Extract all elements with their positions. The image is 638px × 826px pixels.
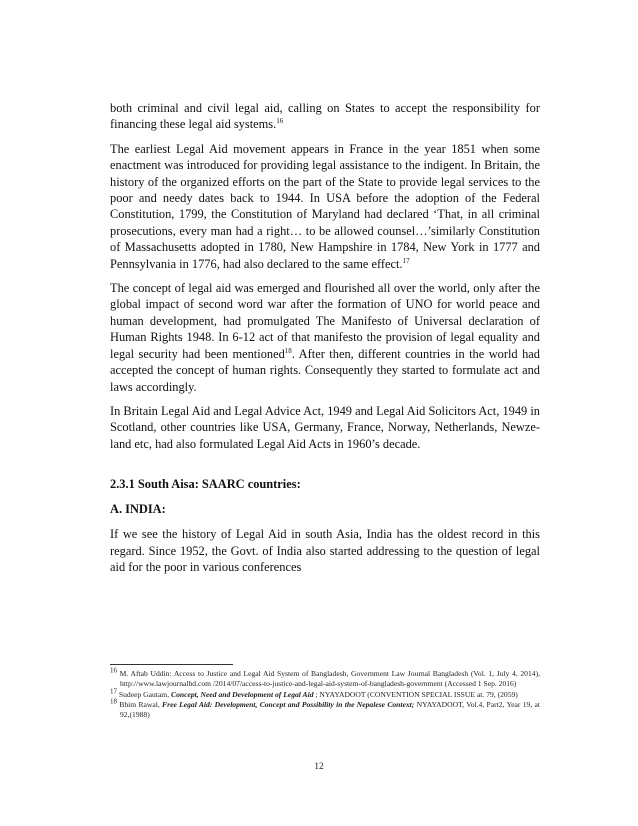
footnote-ref-18: 18 (284, 346, 292, 355)
footnote-citation: ; NYAYADOOT (CONVENTION SPECIAL ISSUE at. 79, (2059) (313, 689, 518, 699)
paragraph-5-text: If we see the history of Legal Aid in south Asia, India has the oldest record in this regard. Since 1952, the Govt. of India also started addressing to the question of legal aid for the poor in various conferences (110, 527, 540, 574)
section-spacer (110, 460, 540, 476)
body-text (110, 100, 540, 583)
footnote-author: Sudeep Gautam, (117, 689, 171, 699)
footnote-number: 17 (110, 687, 117, 696)
footnote-18 (110, 697, 540, 720)
footnote-16 (110, 666, 540, 689)
paragraph-2-text: The earliest Legal Aid movement appears in France in the year 1851 when some enactment was introduced for providing legal assistance to the indigent. In Britain, the history of the organized efforts on the part of the State to provide legal services to the poor and needy dates back to 1944. In USA before the adoption of the Federal Constitution, 1799, the Constitution of Maryland had declared ‘That, in all criminal prosecutions, every man had a right… to be allowed counsel…’similarly Constitution of Massachusetts adopted in 1780, New Hampshire in 1784, New York in 1777 and Pennsylvania in 1776, had also declared to the same effect. (110, 141, 540, 271)
footnote-title: Concept, Need and Development of Legal Aid (171, 689, 314, 699)
page-number: 12 (314, 762, 324, 772)
paragraph-5 (110, 526, 540, 575)
section-heading: 2.3.1 South Aisa: SAARC countries: (110, 477, 301, 492)
paragraph-4 (110, 403, 540, 452)
footnote-ref-17: 17 (402, 256, 410, 265)
paragraph-4-text: In Britain Legal Aid and Legal Advice Act, 1949 and Legal Aid Solicitors Act, 1949 in Scotland, other countries like USA, Germany, France, Norway, Netherlands, Newze-land etc, had also formulated Legal Aid Acts in 1960’s decade. (110, 403, 540, 451)
paragraph-1 (110, 100, 540, 133)
footnote-number: 16 (110, 666, 117, 675)
footnote-citation: NYAYADOOT, Vol.4, Part2, Year 19, at 92,(1988) (120, 700, 540, 720)
paragraph-2 (110, 141, 540, 272)
subsection-heading: A. INDIA: (110, 502, 166, 517)
footnote-text: M. Aftab Uddin: Access to Justice and Legal Aid System of Bangladesh, Government Law Journal Bangladesh (Vol. 1, July 4, 2014), http://www.lawjournalbd.com /2014/07/access-to-justice-and-legal-aid-system-of-bangladesh-government (Accessed 1 Sep. 2016) (117, 669, 540, 688)
footnotes (110, 666, 540, 721)
paragraph-3 (110, 280, 540, 395)
footnote-number: 18 (110, 697, 117, 706)
paragraph-1-text: both criminal and civil legal aid, calling on States to accept the responsibility for financing these legal aid systems. (110, 101, 540, 132)
footnote-17 (110, 687, 540, 700)
footnote-title: Free Legal Aid: Development, Concept and Possibility in the Nepalese Context; (162, 700, 415, 710)
paragraph-3-text-a: The concept of legal aid was emerged and flourished all over the world, only after the global impact of second word war after the formation of UNO for world peace and human development, had promulgated The Manifesto of Universal declaration of Human Rights 1948. In 6-12 act of that manifesto the provision of legal equality and legal security had been mentioned (110, 281, 540, 361)
paragraph-3-text-b: . After then, different countries in the world had accepted the concept of human rights. Consequently they started to formulate act and laws accordingly. (110, 346, 540, 394)
footnote-ref-16: 16 (276, 117, 284, 126)
footnote-author: Bhim Rawal, (117, 700, 163, 710)
footnote-divider (110, 664, 233, 665)
